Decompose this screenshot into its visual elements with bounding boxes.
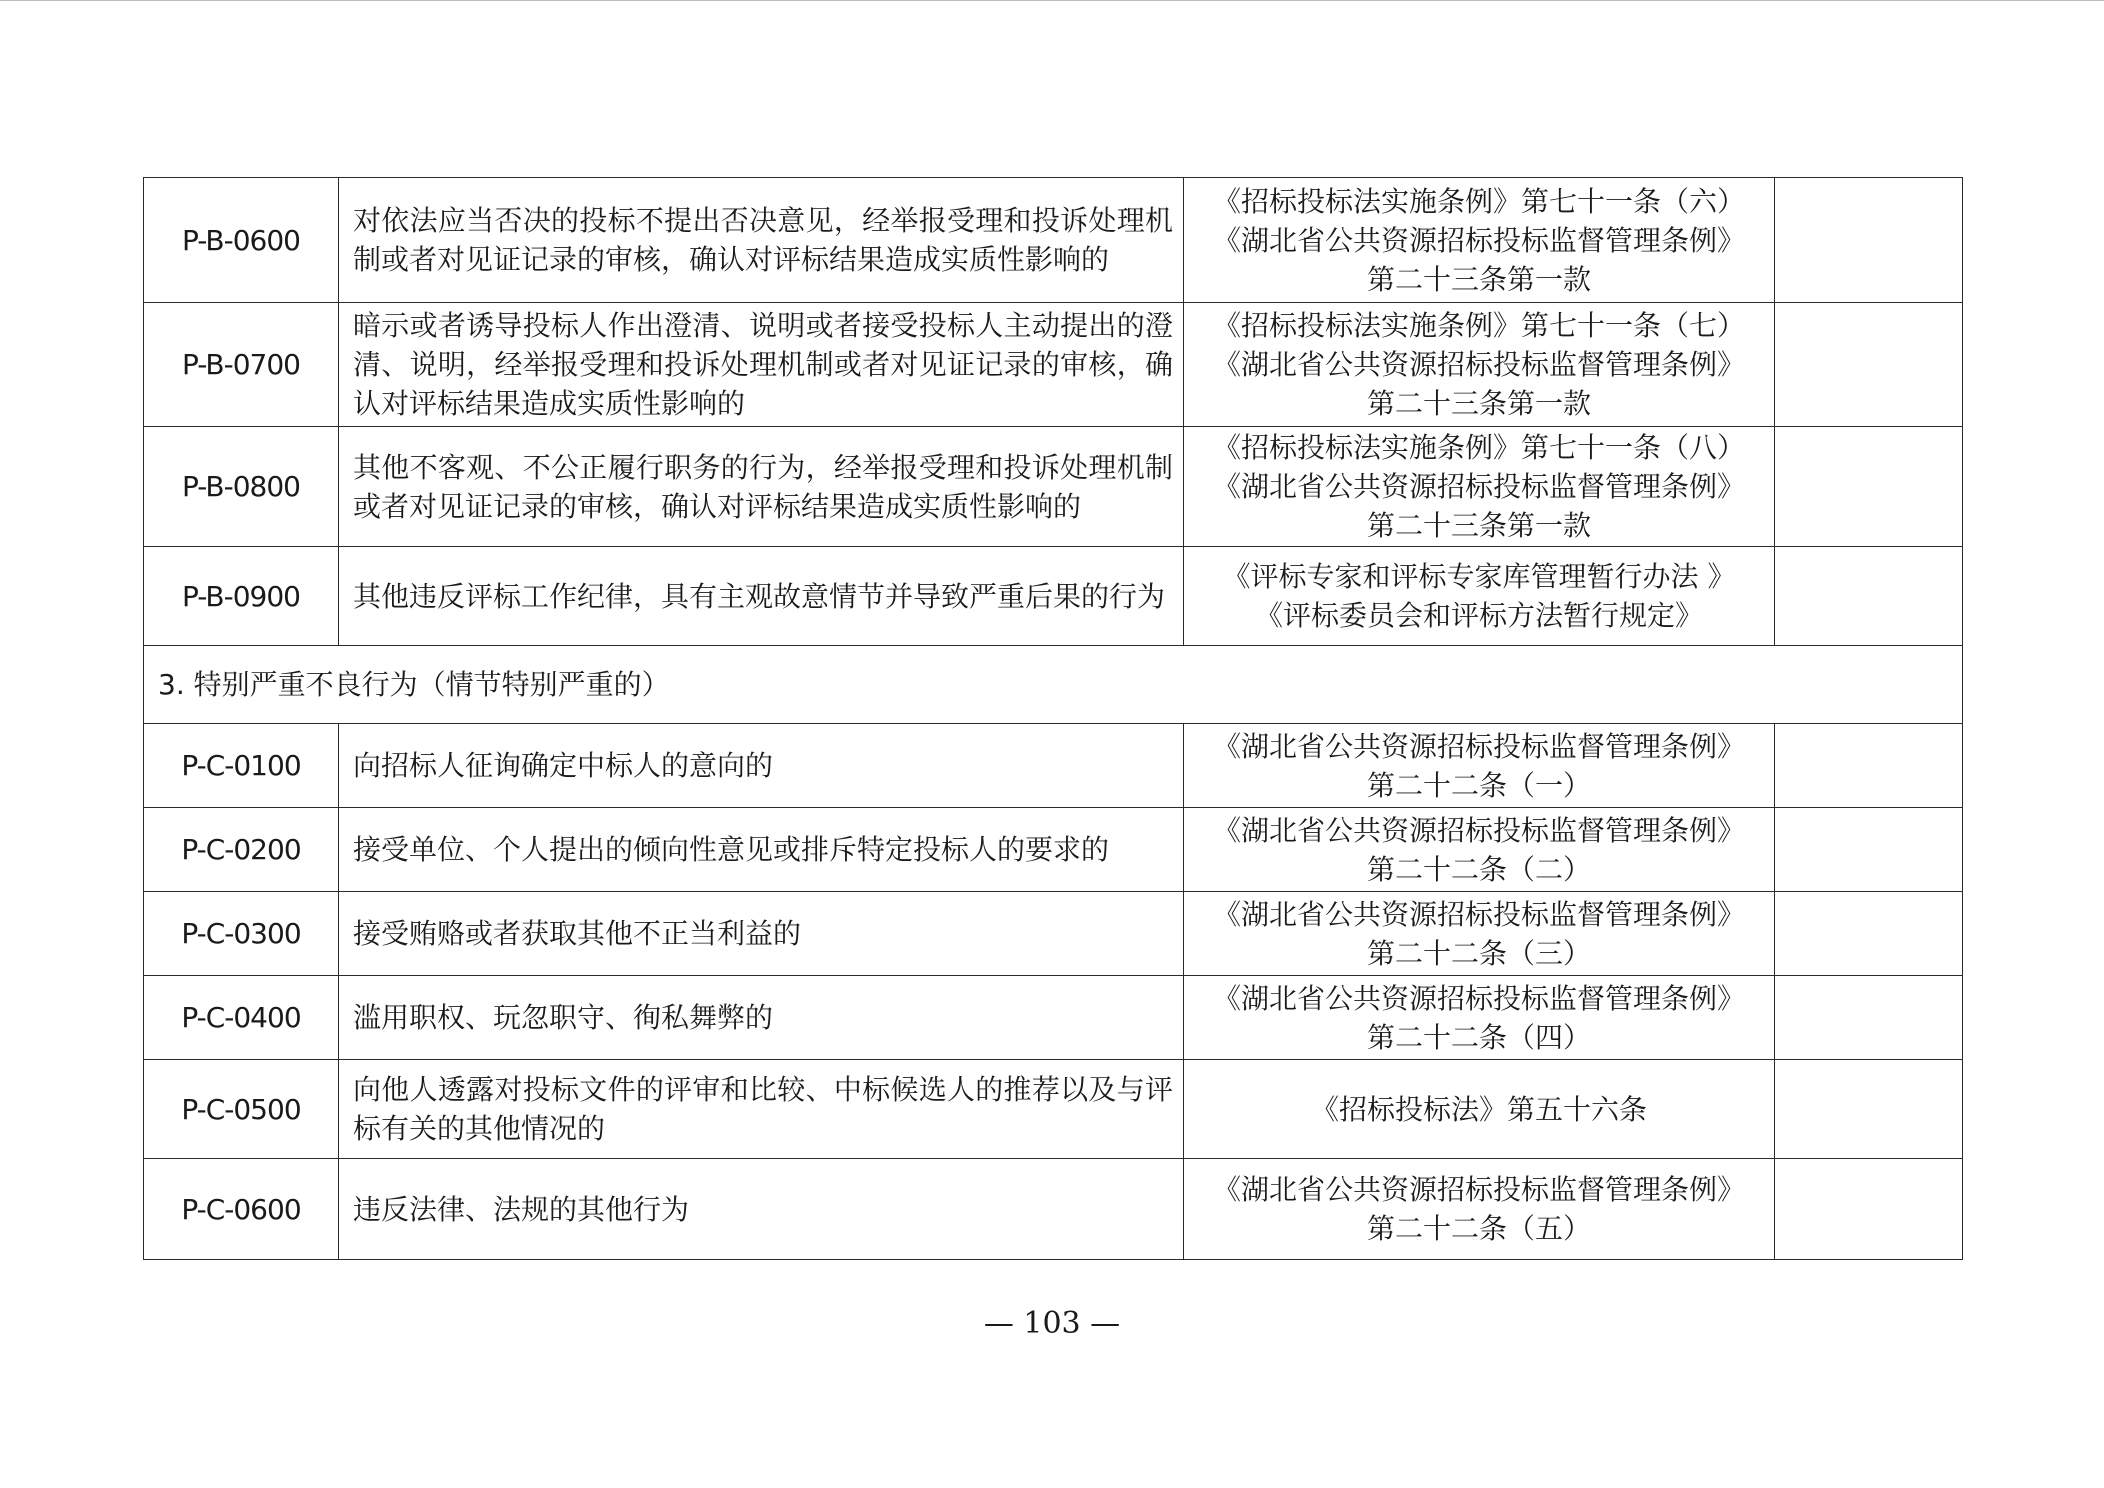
row-legal-basis: 《评标专家和评标专家库管理暂行办法 》 《评标委员会和评标方法暂行规定》 — [1184, 547, 1775, 646]
table-row — [144, 303, 1963, 427]
row-legal-basis: 《招标投标法实施条例》第七十一条（七） 《湖北省公共资源招标投标监督管理条例》 第二十三条第一款 — [1184, 303, 1775, 427]
row-code: P-C-0300 — [144, 892, 339, 976]
table-row — [144, 1159, 1963, 1260]
row-remark — [1775, 547, 1963, 646]
row-description: 接受贿赂或者获取其他不正当利益的 — [339, 892, 1184, 976]
row-code: P-B-0900 — [144, 547, 339, 646]
row-code: P-C-0200 — [144, 808, 339, 892]
row-code: P-C-0400 — [144, 976, 339, 1060]
row-description: 暗示或者诱导投标人作出澄清、说明或者接受投标人主动提出的澄清、说明，经举报受理和投诉处理机制或者对见证记录的审核，确认对评标结果造成实质性影响的 — [339, 303, 1184, 427]
row-legal-basis: 《湖北省公共资源招标投标监督管理条例》 第二十二条（一） — [1184, 724, 1775, 808]
row-code: P-B-0800 — [144, 427, 339, 547]
row-description: 其他违反评标工作纪律，具有主观故意情节并导致严重后果的行为 — [339, 547, 1184, 646]
row-legal-basis: 《湖北省公共资源招标投标监督管理条例》 第二十二条（三） — [1184, 892, 1775, 976]
violation-table — [143, 177, 1963, 1260]
row-remark — [1775, 1159, 1963, 1260]
row-remark — [1775, 303, 1963, 427]
table-row — [144, 808, 1963, 892]
table-row — [144, 892, 1963, 976]
row-remark — [1775, 976, 1963, 1060]
row-code: P-B-0600 — [144, 178, 339, 303]
row-legal-basis: 《招标投标法实施条例》第七十一条（六） 《湖北省公共资源招标投标监督管理条例》 第二十三条第一款 — [1184, 178, 1775, 303]
row-legal-basis: 《湖北省公共资源招标投标监督管理条例》 第二十二条（五） — [1184, 1159, 1775, 1260]
row-legal-basis: 《湖北省公共资源招标投标监督管理条例》 第二十二条（四） — [1184, 976, 1775, 1060]
row-remark — [1775, 178, 1963, 303]
table-row — [144, 1060, 1963, 1159]
row-code: P-C-0100 — [144, 724, 339, 808]
top-border-line — [0, 0, 2104, 1]
row-remark — [1775, 892, 1963, 976]
row-description: 对依法应当否决的投标不提出否决意见，经举报受理和投诉处理机制或者对见证记录的审核，确认对评标结果造成实质性影响的 — [339, 178, 1184, 303]
row-description: 向招标人征询确定中标人的意向的 — [339, 724, 1184, 808]
table-row — [144, 976, 1963, 1060]
row-code: P-C-0500 — [144, 1060, 339, 1159]
row-code: P-B-0700 — [144, 303, 339, 427]
row-legal-basis: 《招标投标法》第五十六条 — [1184, 1060, 1775, 1159]
row-legal-basis: 《湖北省公共资源招标投标监督管理条例》 第二十二条（二） — [1184, 808, 1775, 892]
table-row — [144, 547, 1963, 646]
page-number: — 103 — — [983, 1306, 1121, 1341]
row-description: 向他人透露对投标文件的评审和比较、中标候选人的推荐以及与评标有关的其他情况的 — [339, 1060, 1184, 1159]
row-legal-basis: 《招标投标法实施条例》第七十一条（八） 《湖北省公共资源招标投标监督管理条例》 第二十三条第一款 — [1184, 427, 1775, 547]
row-remark — [1775, 808, 1963, 892]
row-code: P-C-0600 — [144, 1159, 339, 1260]
row-remark — [1775, 724, 1963, 808]
row-description: 滥用职权、玩忽职守、徇私舞弊的 — [339, 976, 1184, 1060]
row-remark — [1775, 1060, 1963, 1159]
section-title: 3. 特别严重不良行为（情节特别严重的） — [144, 646, 1963, 724]
row-remark — [1775, 427, 1963, 547]
row-description: 其他不客观、不公正履行职务的行为，经举报受理和投诉处理机制或者对见证记录的审核，确认对评标结果造成实质性影响的 — [339, 427, 1184, 547]
row-description: 接受单位、个人提出的倾向性意见或排斥特定投标人的要求的 — [339, 808, 1184, 892]
row-description: 违反法律、法规的其他行为 — [339, 1159, 1184, 1260]
section-header-row — [144, 646, 1963, 724]
table-row — [144, 427, 1963, 547]
table-row — [144, 178, 1963, 303]
table-row — [144, 724, 1963, 808]
